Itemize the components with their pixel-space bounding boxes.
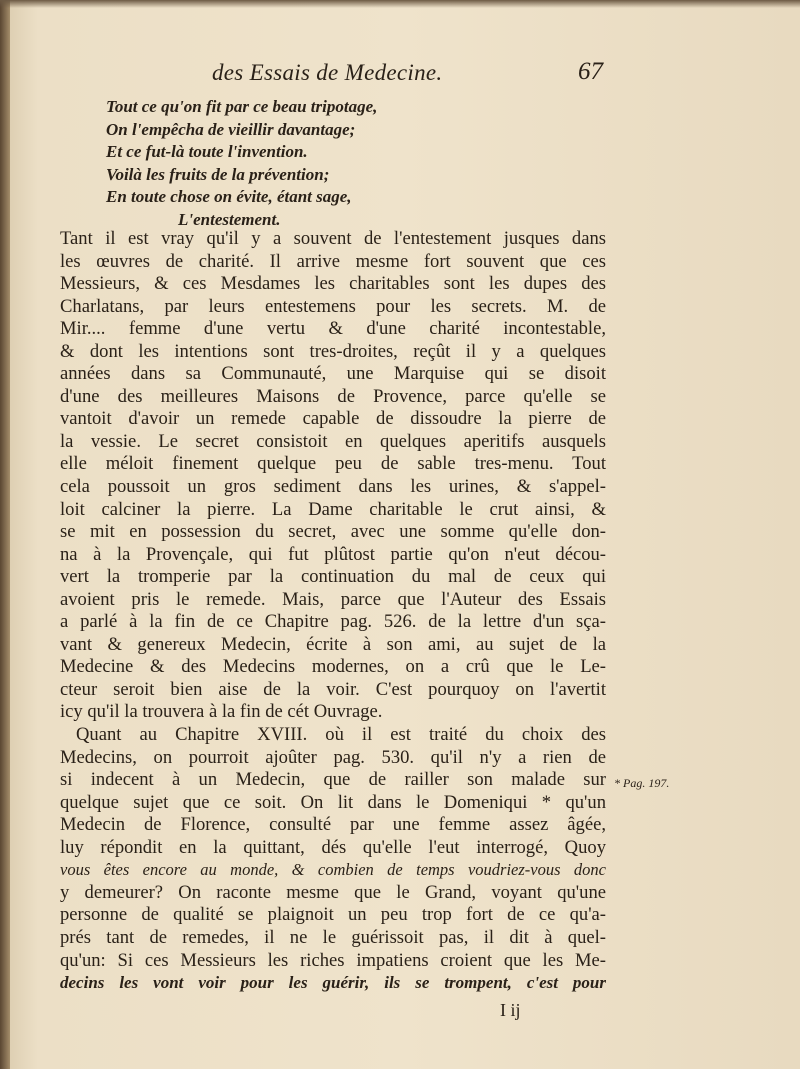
text-line: vous êtes encore au monde, & combien de temps voudriez-vous donc xyxy=(60,860,606,880)
verse-line: Voilà les fruits de la prévention; xyxy=(106,164,330,184)
text-line: y demeurer? On raconte mesme que le Grand, voyant qu'une xyxy=(60,881,606,903)
text-line: vert la tromperie par la continuation du mal de ceux qui xyxy=(60,566,606,588)
page-spine-shadow xyxy=(0,0,10,1069)
text-line: quelque sujet que ce soit. On lit dans le Domeniqui * qu'un xyxy=(60,791,606,813)
verse-line: Tout ce qu'on fit par ce beau tripotage, xyxy=(106,97,378,116)
verse-line: Et ce fut-là toute l'invention. xyxy=(106,142,308,161)
signature-mark: I ij xyxy=(500,1000,521,1020)
text-line: qu'un: Si ces Messieurs les riches impatiens croient que les Me- xyxy=(60,949,606,971)
page-number: 67 xyxy=(578,58,603,85)
text-line: années dans sa Communauté, une Marquise qui se disoit xyxy=(60,363,606,385)
text-line: Quant au Chapitre XVIII. où il est traité du choix des xyxy=(76,724,606,746)
verse-line: En toute chose on évite, étant sage, xyxy=(106,187,352,206)
text-line: Mir.... femme d'une vertu & d'une charité incontestable, xyxy=(60,318,606,340)
text-line: d'une des meilleures Maisons de Provence, parce qu'elle se xyxy=(60,385,606,407)
text-line: vantoit d'avoir un remede capable de dissoudre la pierre de xyxy=(60,408,606,430)
page-top-edge xyxy=(0,0,800,8)
verse-line: On l'empêcha de vieillir davantage; xyxy=(106,119,356,139)
text-line: decins les vont voir pour les guérir, ils se trompent, c'est pour xyxy=(60,973,606,993)
text-line: Medecine & des Medecins modernes, on a crû que le Le- xyxy=(60,656,606,678)
text-line: luy répondit en la quittant, dés qu'elle l'eut interrogé, Quoy xyxy=(60,836,606,858)
text-line: avoient pris le remede. Mais, parce que l'Auteur des Essais xyxy=(60,588,606,610)
text-line: la vessie. Le secret consistoit en quelques aperitifs ausquels xyxy=(60,430,606,452)
verse-block xyxy=(106,96,526,231)
text-line: Medecin de Florence, consulté par une femme assez âgée, xyxy=(60,814,606,836)
text-line: prés tant de remedes, il ne le guérissoit pas, il dit à quel- xyxy=(60,926,606,948)
text-line: Messieurs, & ces Mesdames les charitables sont les dupes des xyxy=(60,273,606,295)
text-line: Medecins, on pourroit ajoûter pag. 530. qu'il n'y a rien de xyxy=(60,746,606,768)
text-line: Tant il est vray qu'il y a souvent de l'entestement jusques dans xyxy=(60,228,606,249)
margin-note: * Pag. 197. xyxy=(614,776,670,790)
text-line: cteur seroit bien aise de la voir. C'est pourquoy on l'avertit xyxy=(60,678,606,700)
text-line: se mit en possession du secret, avec une somme qu'elle don- xyxy=(60,521,606,543)
text-line: vant & genereux Medecin, écrite à son ami, au sujet de la xyxy=(60,633,606,655)
running-title: des Essais de Medecine. xyxy=(212,60,443,85)
text-line: a parlé à la fin de ce Chapitre pag. 526. de la lettre d'un sça- xyxy=(60,611,606,633)
text-line: & dont les intentions sont tres-droites, reçût il y a quelques xyxy=(60,340,606,362)
text-line: les œuvres de charité. Il arrive mesme fort souvent que ces xyxy=(60,250,606,272)
text-line: na à la Provençale, qui fut plûtost partie qu'on n'eut décou- xyxy=(60,543,606,565)
text-line: loit calciner la pierre. La Dame charitable le crut ainsi, & xyxy=(60,498,606,520)
body-text xyxy=(60,228,606,995)
text-line: Charlatans, par leurs entestemens pour les secrets. M. de xyxy=(60,295,606,317)
text-line: personne de qualité se plaignoit un peu trop fort de ce qu'a- xyxy=(60,904,606,926)
verse-line: L'entestement. xyxy=(178,209,281,229)
text-line: elle méloit finement quelque peu de sable tres-menu. Tout xyxy=(60,453,606,475)
text-line: icy qu'il la trouvera à la fin de cét Ouvrage. xyxy=(60,701,383,723)
text-line: cela poussoit un gros sediment dans les urines, & s'appel- xyxy=(60,476,606,498)
text-line: si indecent à un Medecin, que de railler son malade sur xyxy=(60,769,606,791)
